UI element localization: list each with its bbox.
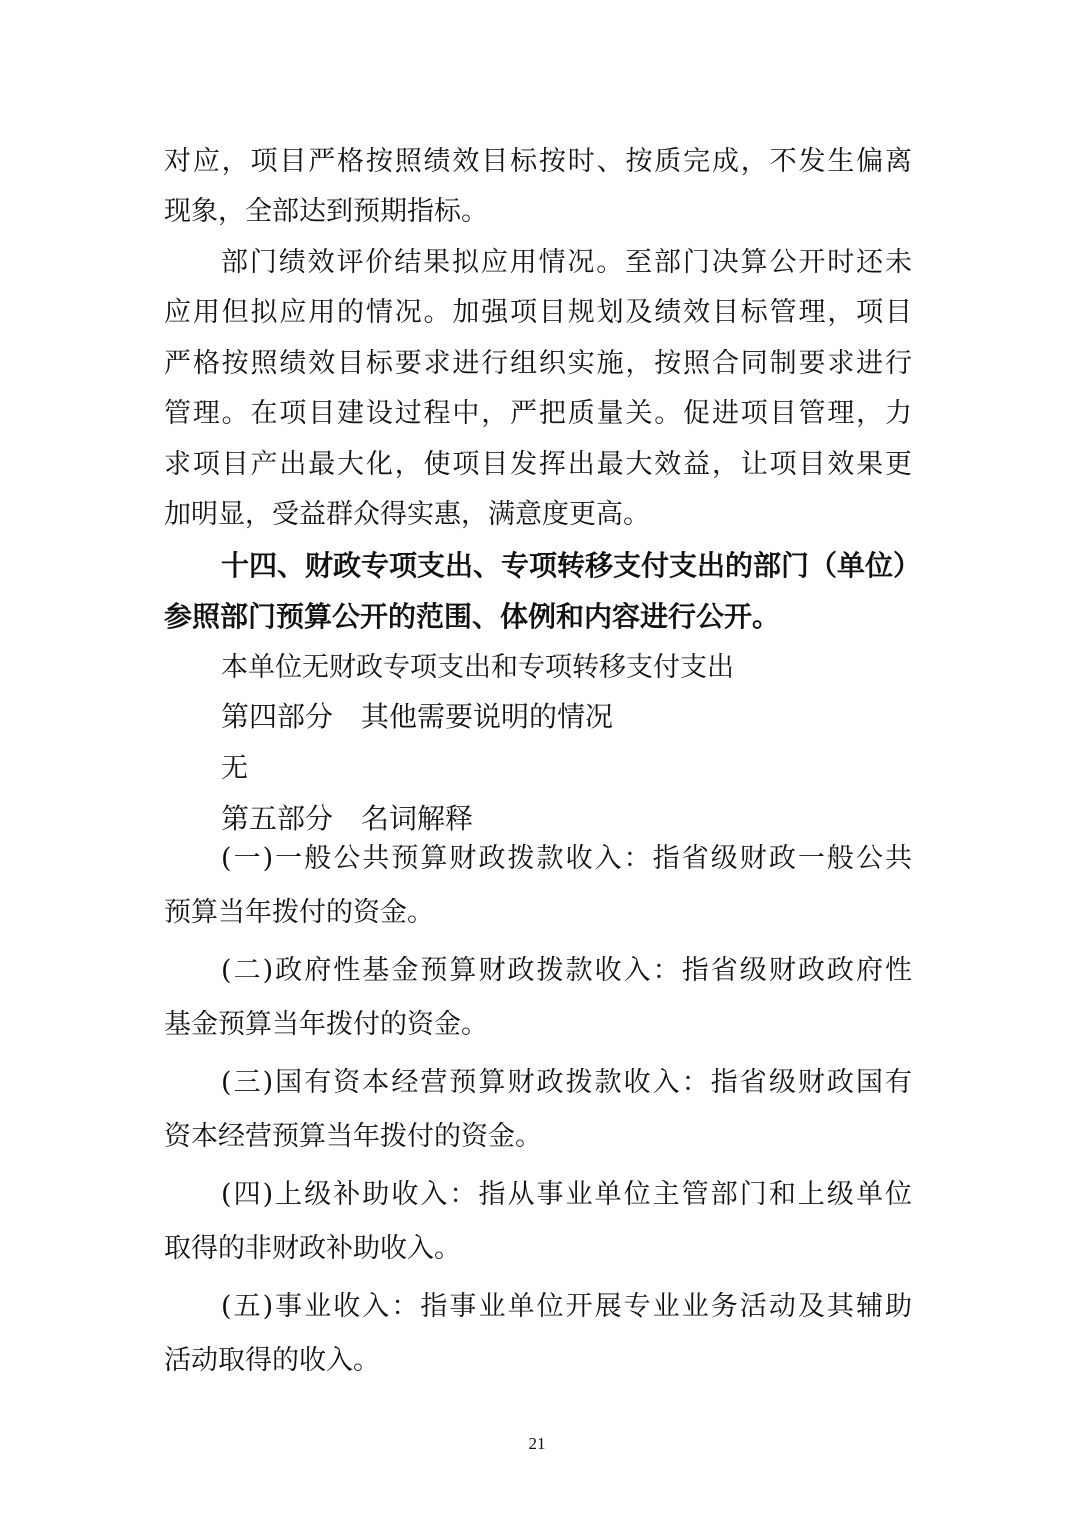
definition-line: (五)事业收入：指事业单位开展专业业务活动及其辅助 [221,1291,912,1322]
definition-line: 取得的非财政补助收入。 [164,1233,461,1264]
body-text-line: 现象，全部达到预期指标。 [164,196,488,227]
part-heading: 第四部分 其他需要说明的情况 [221,700,614,733]
body-text-line: 无 [221,753,248,784]
body-text-line: 加明显，受益群众得实惠，满意度更高。 [164,499,650,530]
page-number: 21 [528,1434,546,1453]
body-text-line: 管理。在项目建设过程中，严把质量关。促进项目管理，力 [164,398,912,429]
body-text-line: 严格按照绩效目标要求进行组织实施，按照合同制要求进行 [164,348,912,379]
section-heading-line: 十四、财政专项支出、专项转移支付支出的部门（单位） [221,549,922,582]
definition-line: (四)上级补助收入：指从事业单位主管部门和上级单位 [221,1179,912,1210]
body-text-line: 对应，项目严格按照绩效目标按时、按质完成，不发生偏离 [164,146,912,177]
definition-line: (三)国有资本经营预算财政拨款收入：指省级财政国有 [221,1067,912,1098]
body-text-line: 部门绩效评价结果拟应用情况。至部门决算公开时还未 [221,247,912,278]
body-text-line: 应用但拟应用的情况。加强项目规划及绩效目标管理，项目 [164,297,912,328]
part-heading: 第五部分 名词解释 [221,802,474,835]
definition-line: 基金预算当年拨付的资金。 [164,1009,488,1040]
body-text-line: 本单位无财政专项支出和专项转移支付支出 [221,652,734,683]
definition-line: (二)政府性基金预算财政拨款收入：指省级财政政府性 [221,955,912,986]
section-heading-line: 参照部门预算公开的范围、体例和内容进行公开。 [164,600,781,633]
body-text-line: 求项目产出最大化，使项目发挥出最大效益，让项目效果更 [164,449,912,480]
definition-line: 资本经营预算当年拨付的资金。 [164,1121,542,1152]
definition-line: (一)一般公共预算财政拨款收入：指省级财政一般公共 [221,843,912,874]
definition-line: 活动取得的收入。 [164,1345,380,1376]
definition-line: 预算当年拨付的资金。 [164,897,434,928]
